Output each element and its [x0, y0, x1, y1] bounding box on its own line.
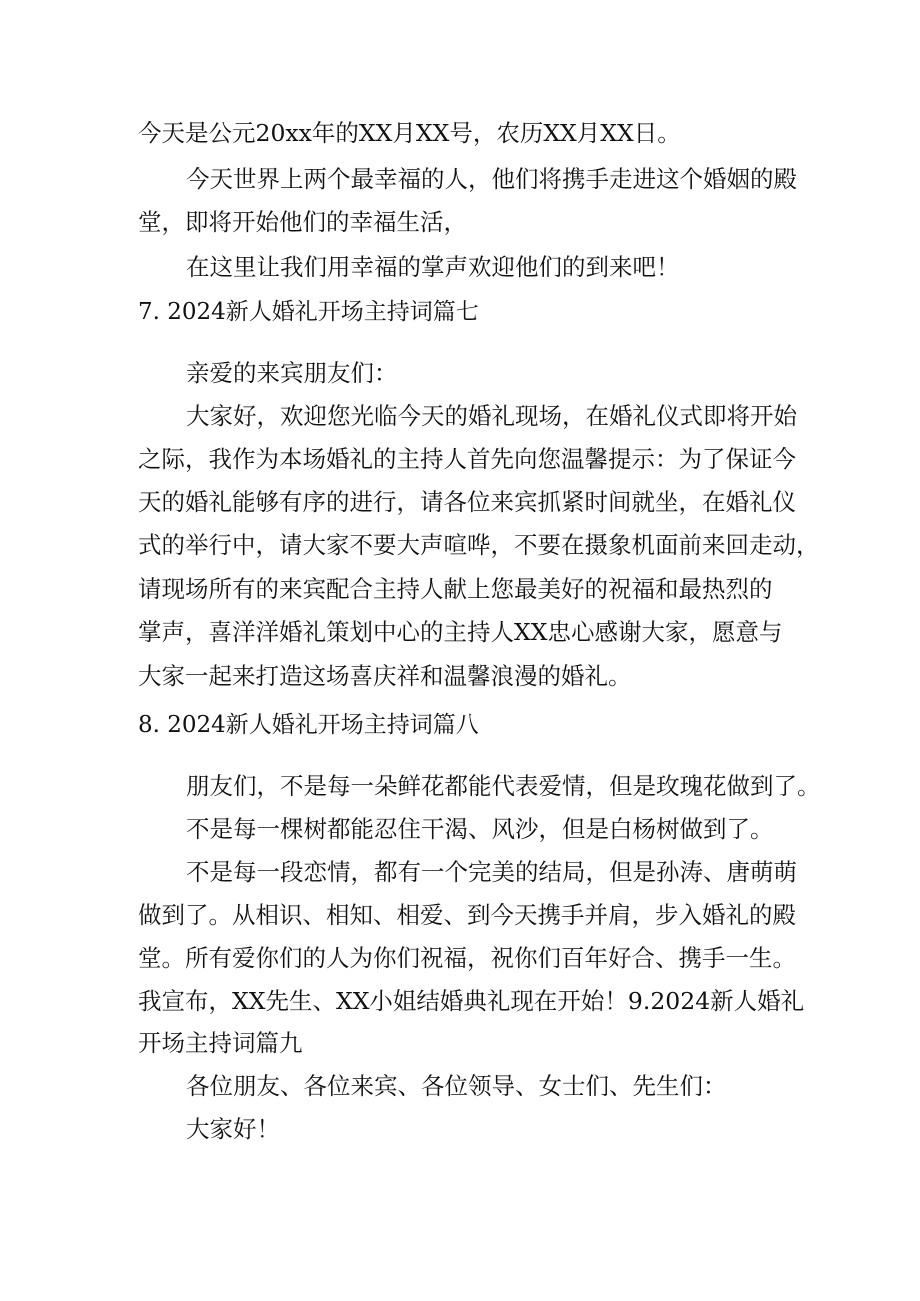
- paragraph-line: 请现场所有的来宾配合主持人献上您最美好的祝福和最热烈的: [138, 575, 773, 603]
- paragraph-line: 大家一起来打造这场喜庆祥和温馨浪漫的婚礼。: [138, 662, 632, 690]
- paragraph-line: 天的婚礼能够有序的进行，请各位来宾抓紧时间就坐，在婚礼仪: [138, 488, 796, 516]
- paragraph-line: 之际，我作为本场婚礼的主持人首先向您温馨提示：为了保证今: [138, 445, 796, 473]
- greeting-line: 各位朋友、各位来宾、各位领导、女士们、先生们：: [186, 1072, 727, 1100]
- greeting-line: 亲爱的来宾朋友们：: [186, 359, 398, 387]
- hello-line: 大家好！: [186, 1115, 280, 1143]
- paragraph-line: 开场主持词篇九: [138, 1029, 303, 1057]
- paragraph-line: 朋友们，不是每一朵鲜花都能代表爱情，但是玫瑰花做到了。: [186, 772, 821, 800]
- paragraph-line: 大家好，欢迎您光临今天的婚礼现场，在婚礼仪式即将开始: [186, 402, 797, 430]
- paragraph-line: 掌声，喜洋洋婚礼策划中心的主持人XX忠心感谢大家，愿意与: [138, 618, 783, 646]
- section-heading-7: 7. 2024新人婚礼开场主持词篇七: [138, 299, 479, 325]
- paragraph-line: 我宣布，XX先生、XX小姐结婚典礼现在开始！9.2024新人婚礼: [138, 987, 805, 1015]
- paragraph-line: 不是每一棵树都能忍住干渴、风沙，但是白杨树做到了。: [186, 815, 774, 843]
- paragraph-line: 式的举行中，请大家不要大声喧哗，不要在摄象机面前来回走动，: [138, 531, 820, 559]
- paragraph-line: 堂，即将开始他们的幸福生活，: [138, 208, 467, 236]
- section-heading-8: 8. 2024新人婚礼开场主持词篇八: [138, 712, 479, 738]
- paragraph-line: 在这里让我们用幸福的掌声欢迎他们的到来吧！: [186, 253, 680, 281]
- paragraph-line: 堂。所有爱你们的人为你们祝福，祝你们百年好合、携手一生。: [138, 944, 796, 972]
- paragraph-line: 今天世界上两个最幸福的人，他们将携手走进这个婚姻的殿: [186, 165, 797, 193]
- paragraph-line: 不是每一段恋情，都有一个完美的结局，但是孙涛、唐萌萌: [186, 858, 797, 886]
- paragraph-line: 做到了。从相识、相知、相爱、到今天携手并肩，步入婚礼的殿: [138, 901, 796, 929]
- date-line: 今天是公元20xx年的XX月XX号，农历XX月XX日。: [138, 119, 681, 147]
